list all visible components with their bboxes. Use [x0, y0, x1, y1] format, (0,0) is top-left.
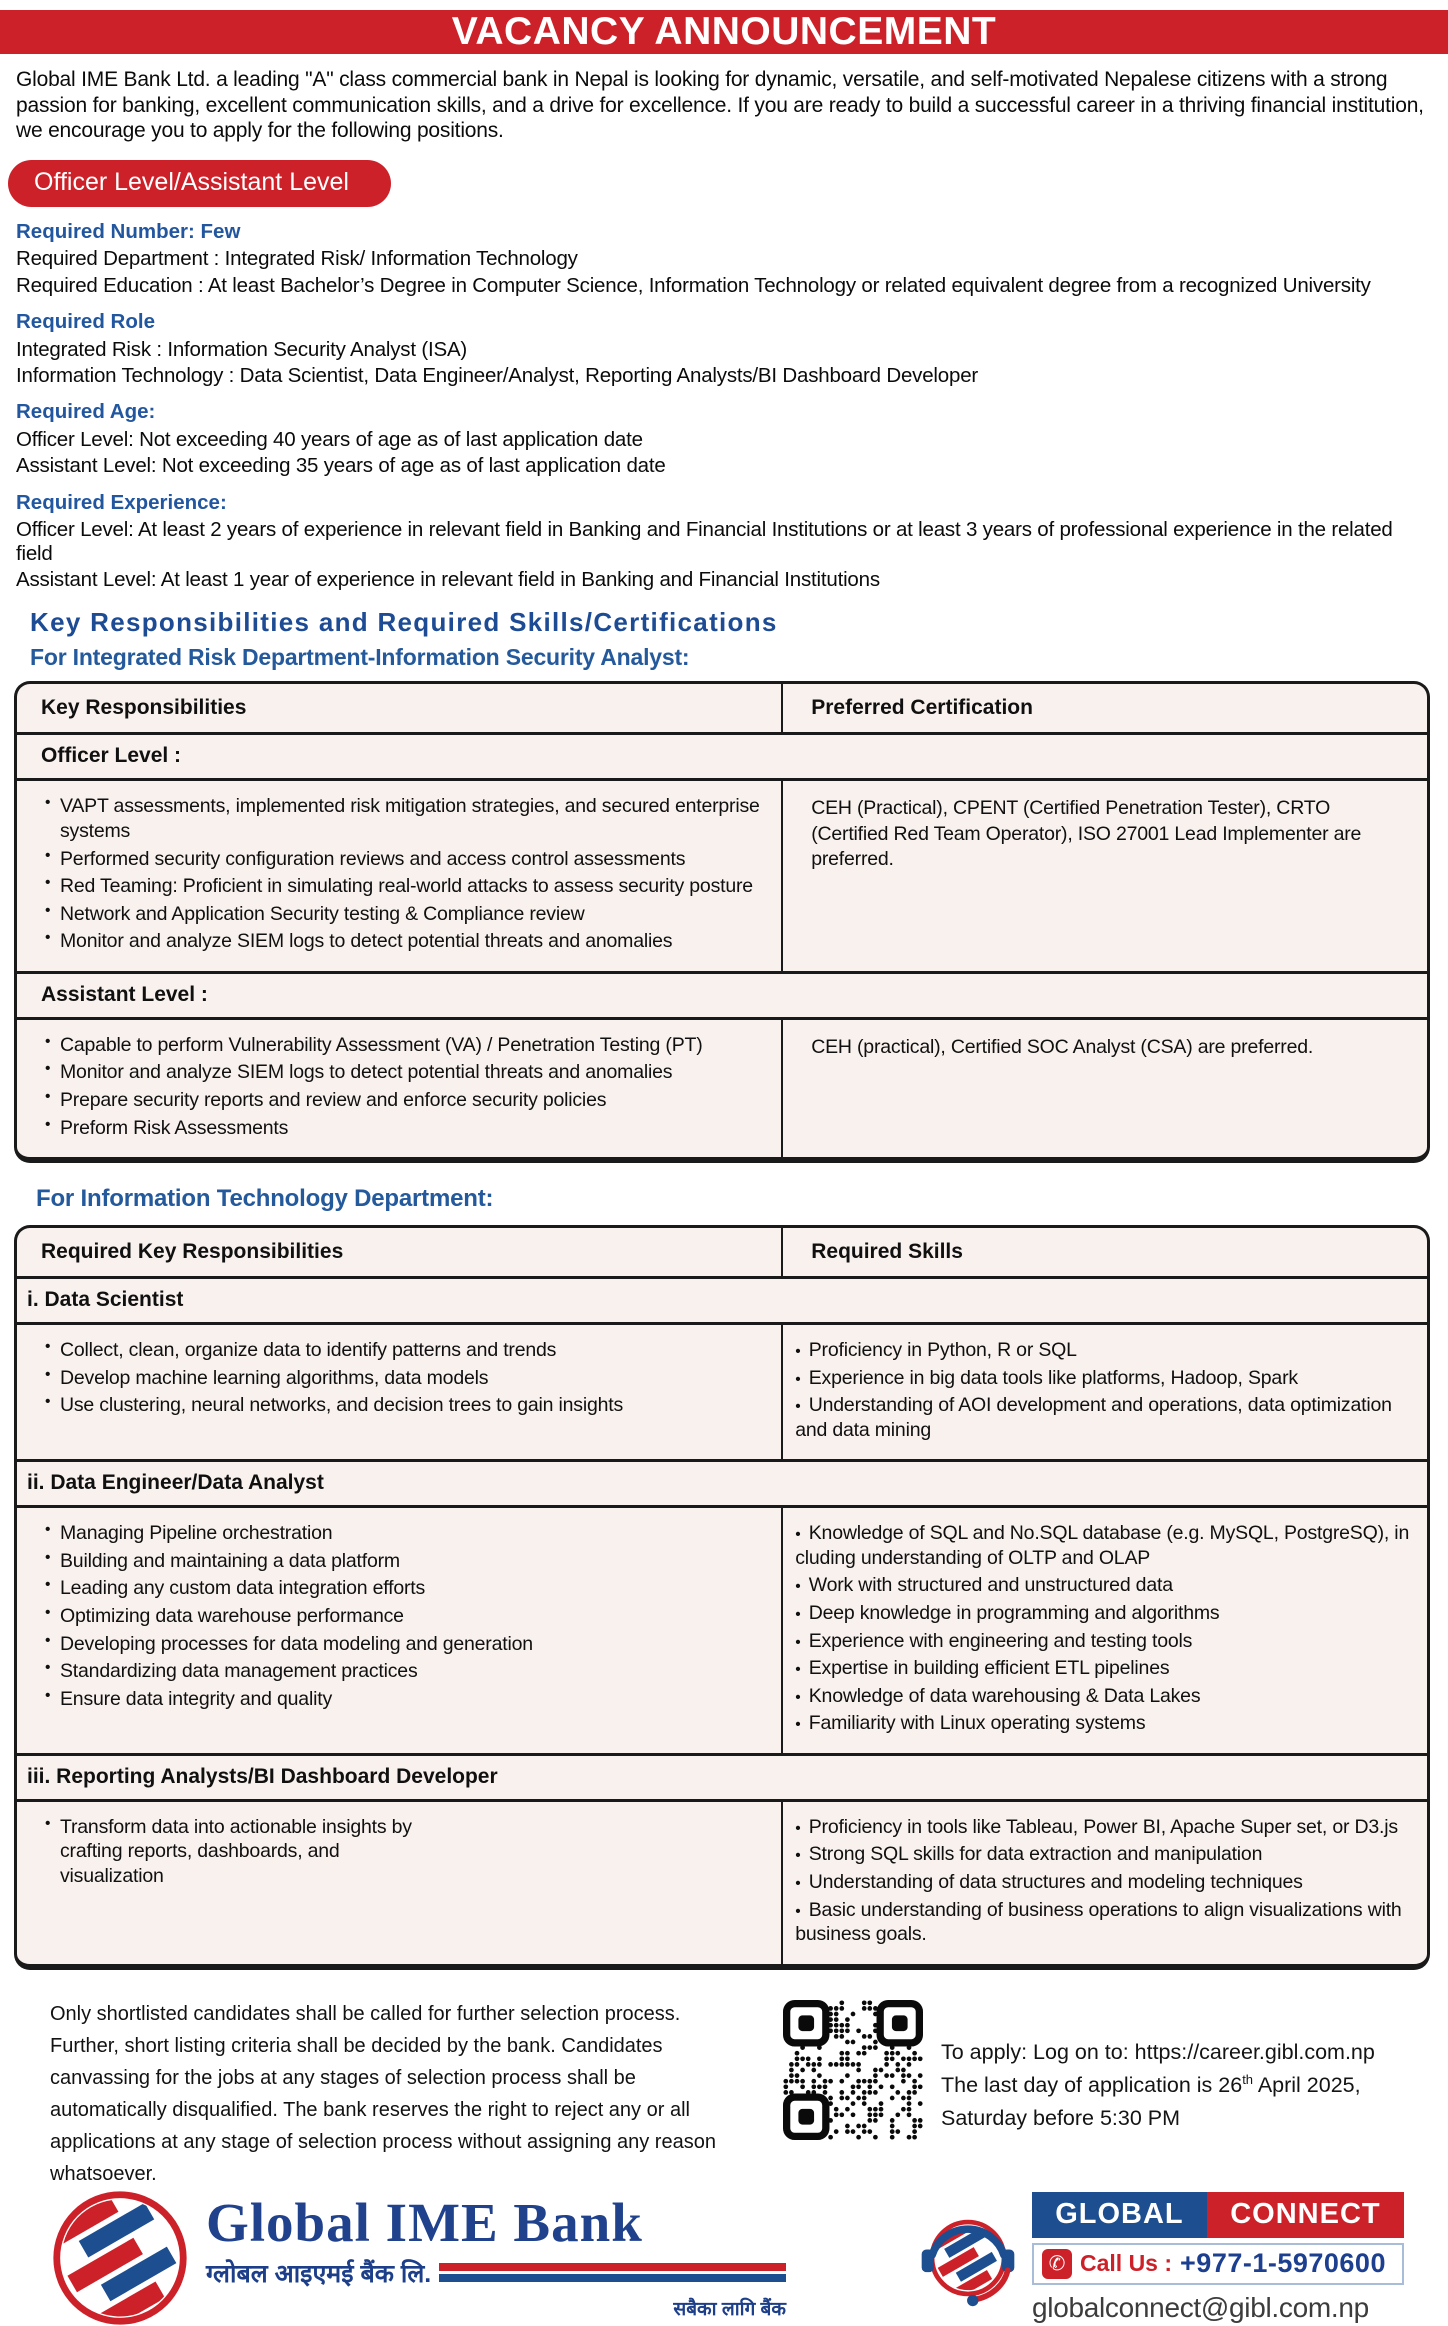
officer-responsibilities-list [17, 781, 781, 970]
column-header: Preferred Certification [781, 684, 1427, 732]
list-item: • Monitor and analyze SIEM logs to detect potential threats and anomalies [43, 1060, 769, 1085]
it-department-subheading: For Information Technology Department: [36, 1185, 494, 1213]
list-item: • Prepare security reports and review and enforce security policies [43, 1088, 769, 1113]
apply-info [941, 2036, 1375, 2190]
selection-notice: Only shortlisted candidates shall be called for further selection process. Further, short listing criteria shall be decided by the bank. Candidates canvassing for the jobs at any stages of selection process shall be automatically disqualified. The bank reserves the right to reject any or all applications at any stage of selection process without assigning any reason whatsoever. [50, 2002, 716, 2185]
list-item: • Proficiency in Python, R or SQL [795, 1338, 1411, 1363]
required-role-block [16, 310, 1432, 387]
required-education-line: Required Education : At least Bachelor’s Degree in Computer Science, Information Technology or related equivalent degree from a recognized University [16, 273, 1371, 297]
list-item: • Performed security configuration reviews and access control assessments [43, 847, 769, 872]
required-age-block [16, 400, 1432, 477]
list-item: • Develop machine learning algorithms, data models [43, 1366, 769, 1391]
list-item: • Optimizing data warehouse performance [43, 1604, 769, 1629]
reporting-analyst-responsibilities [17, 1802, 437, 1906]
global-ime-logo-icon [52, 2190, 188, 2326]
assistant-responsibilities-list [17, 1020, 781, 1157]
contact-email: globalconnect@gibl.com.np [1032, 2291, 1369, 2323]
reporting-analyst-band: iii. Reporting Analysts/BI Dashboard Developer [17, 1753, 1427, 1799]
brand-stripes [439, 2263, 786, 2282]
bank-name-nepali: ग्लोबल आइएमई बैंक लि. [206, 2259, 432, 2288]
required-number-block [16, 220, 1432, 297]
apply-deadline-line: The last day of application is 26th April 2025, [941, 2071, 1361, 2097]
required-experience-block [16, 491, 1432, 592]
data-engineer-skills [783, 1508, 1427, 1753]
data-scientist-responsibilities [17, 1325, 781, 1435]
list-item: • Work with structured and unstructured data [795, 1573, 1411, 1598]
list-item: • Familiarity with Linux operating systems [795, 1711, 1411, 1736]
required-department-line: Required Department : Integrated Risk/ Information Technology [16, 247, 578, 271]
list-item: • Understanding of AOI development and operations, data optimization and data mining [795, 1393, 1411, 1442]
list-item: • Deep knowledge in programming and algorithms [795, 1601, 1411, 1626]
experience-line: Assistant Level: At least 1 year of experience in relevant field in Banking and Financial Institutions [16, 568, 880, 592]
list-item: • Knowledge of data warehousing & Data Lakes [795, 1684, 1411, 1709]
required-experience-heading: Required Experience: [16, 490, 227, 514]
list-item: • Basic understanding of business operations to align visualizations with business goals. [795, 1898, 1411, 1947]
bank-brand [52, 2190, 786, 2326]
list-item: • VAPT assessments, implemented risk mitigation strategies, and secured enterprise systems [43, 794, 769, 843]
age-line: Assistant Level: Not exceeding 35 years of age as of last application date [16, 454, 666, 478]
call-us-strip [1032, 2243, 1404, 2285]
assistant-level-row [17, 1017, 1427, 1157]
role-line: Information Technology : Data Scientist, Data Engineer/Analyst, Reporting Analysts/BI Dashboard Developer [16, 364, 979, 388]
list-item: • Building and maintaining a data platform [43, 1549, 769, 1574]
list-item: • Developing processes for data modeling and generation [43, 1632, 769, 1657]
list-item: • Transform data into actionable insights by crafting reports, dashboards, and visualization [43, 1815, 425, 1889]
table-header-row [17, 684, 1427, 732]
phone-number: +977-1-5970600 [1180, 2248, 1386, 2279]
list-item: • Red Teaming: Proficient in simulating real-world attacks to assess security posture [43, 874, 769, 899]
officer-level-band: Officer Level : [17, 732, 1427, 778]
role-line: Integrated Risk : Information Security Analyst (ISA) [16, 337, 468, 361]
list-item: • Strong SQL skills for data extraction and manipulation [795, 1842, 1411, 1867]
list-item: • Experience with engineering and testing tools [795, 1629, 1411, 1654]
experience-line: Officer Level: At least 2 years of experience in relevant field in Banking and Financial Institutions or at least 3 years of professional experience in the related field [16, 518, 1393, 565]
it-department-table [14, 1225, 1430, 1970]
table-header-row [17, 1228, 1427, 1276]
qr-code [783, 2000, 923, 2190]
data-scientist-row [17, 1322, 1427, 1459]
list-item: • Experience in big data tools like platforms, Hadoop, Spark [795, 1366, 1411, 1391]
list-item: • Proficiency in tools like Tableau, Power BI, Apache Super set, or D3.js [795, 1815, 1411, 1840]
connect-label: CONNECT [1207, 2192, 1404, 2238]
list-item: • Ensure data integrity and quality [43, 1687, 769, 1712]
list-item: • Capable to perform Vulnerability Assessment (VA) / Penetration Testing (PT) [43, 1033, 769, 1058]
global-connect-logo-icon [916, 2202, 1020, 2314]
list-item: • Knowledge of SQL and No.SQL database (e.g. MySQL, PostgreSQ), in cluding understanding of OLTP and OLAP [795, 1521, 1411, 1570]
column-header: Required Skills [781, 1228, 1427, 1276]
list-item: • Preform Risk Assessments [43, 1116, 769, 1141]
column-header: Required Key Responsibilities [41, 1240, 344, 1264]
list-item: • Standardizing data management practices [43, 1659, 769, 1684]
list-item: • Collect, clean, organize data to identify patterns and trends [43, 1338, 769, 1363]
assistant-certification: CEH (practical), Certified SOC Analyst (CSA) are preferred. [811, 1035, 1314, 1058]
intro-paragraph: Global IME Bank Ltd. a leading "A" class commercial bank in Nepal is looking for dynamic, versatile, and self-motivated Nepalese citizens with a strong passion for banking, excellent communication skills, and a drive for excellence. If you are ready to build a successful career in a thriving financial institution, we encourage you to apply for the following positions. [16, 68, 1424, 143]
phone-icon: ✆ [1042, 2249, 1072, 2279]
list-item: • Monitor and analyze SIEM logs to detect potential threats and anomalies [43, 929, 769, 954]
column-header: Key Responsibilities [41, 696, 247, 720]
reporting-analyst-skills [783, 1802, 1427, 1964]
bank-name: Global IME Bank [206, 2191, 643, 2253]
list-item: • Use clustering, neural networks, and decision trees to gain insights [43, 1393, 769, 1418]
data-scientist-band: i. Data Scientist [17, 1276, 1427, 1322]
integrated-risk-subheading: For Integrated Risk Department-Information Security Analyst: [30, 644, 690, 671]
global-connect-brand [916, 2192, 1404, 2324]
apply-url-line: To apply: Log on to: https://career.gibl.com.np [941, 2039, 1375, 2064]
key-responsibilities-heading: Key Responsibilities and Required Skills/Certifications [30, 607, 778, 638]
bank-wordmark [206, 2191, 786, 2321]
required-age-heading: Required Age: [16, 400, 156, 424]
assistant-level-band: Assistant Level : [17, 971, 1427, 1017]
level-pill: Officer Level/Assistant Level [8, 160, 391, 207]
global-connect-wordmark [1032, 2192, 1404, 2238]
list-item: • Expertise in building efficient ETL pipelines [795, 1656, 1411, 1681]
officer-level-row [17, 778, 1427, 970]
integrated-risk-table [14, 681, 1430, 1163]
global-label: GLOBAL [1032, 2192, 1207, 2238]
bottom-info-row [50, 1998, 1408, 2190]
call-us-label: Call Us : [1080, 2250, 1173, 2277]
footer [0, 2190, 1448, 2326]
age-line: Officer Level: Not exceeding 40 years of age as of last application date [16, 428, 643, 452]
data-engineer-band: ii. Data Engineer/Data Analyst [17, 1459, 1427, 1505]
apply-time-line: Saturday before 5:30 PM [941, 2106, 1181, 2131]
reporting-analyst-row [17, 1799, 1427, 1964]
bank-tagline-nepali: सबैका लागि बैंक [673, 2298, 786, 2320]
list-item: • Network and Application Security testing & Compliance review [43, 902, 769, 927]
officer-certification: CEH (Practical), CPENT (Certified Penetration Tester), CRTO (Certified Red Team Operator), ISO 27001 Lead Implementer are preferred. [811, 797, 1362, 871]
list-item: • Managing Pipeline orchestration [43, 1521, 769, 1546]
data-engineer-responsibilities [17, 1508, 781, 1728]
data-engineer-row [17, 1505, 1427, 1753]
required-number-heading: Required Number: Few [16, 219, 241, 243]
page-title: VACANCY ANNOUNCEMENT [451, 10, 997, 53]
required-role-heading: Required Role [16, 310, 155, 334]
vacancy-banner [0, 10, 1448, 54]
list-item: • Understanding of data structures and modeling techniques [795, 1870, 1411, 1895]
data-scientist-skills [783, 1325, 1427, 1459]
list-item: • Leading any custom data integration efforts [43, 1576, 769, 1601]
